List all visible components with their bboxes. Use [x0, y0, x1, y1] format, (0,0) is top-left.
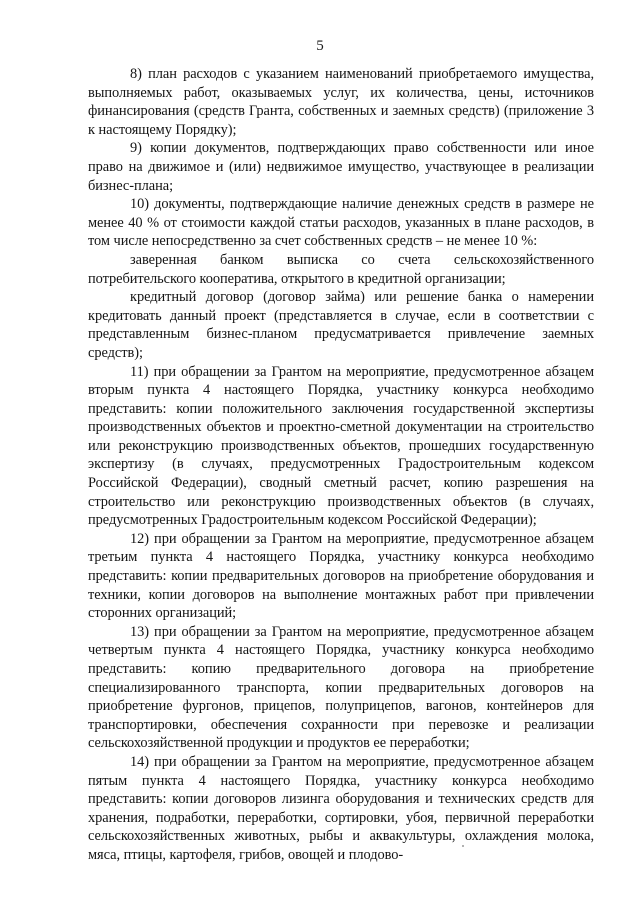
scan-speck [462, 845, 464, 847]
paragraph-item-13: 13) при обращении за Грантом на мероприятие, предусмотренное абзацем четвертым пункта 4 настоящего Порядка, участнику конкурса необходимо представить: копию предварительного договора на приобретение специализированного транспорта, копии предварительных договоров на приобретение фургонов, прицепов, полуприцепов, вагонов, контейнеров для транспортировки, обеспечения сохранности при перевозке и реализации сельскохозяйственной продукции и продуктов ее переработки; [88, 623, 594, 752]
paragraph-item-12: 12) при обращении за Грантом на мероприятие, предусмотренное абзацем третьим пункта 4 настоящего Порядка, участнику конкурса необходимо представить: копии предварительных договоров на приобретение оборудования и техники, копии договоров на выполнение монтажных работ при привлечении сторонних организаций; [88, 530, 594, 622]
paragraph-bank-statement: заверенная банком выписка со счета сельскохозяйственного потребительского кооператива, открытого в кредитной организации; [88, 251, 594, 287]
paragraph-item-14: 14) при обращении за Грантом на мероприятие, предусмотренное абзацем пятым пункта 4 настоящего Порядка, участнику конкурса необходимо представить: копии договоров лизинга оборудования и технических средств для хранения, подработки, переработки, сортировки, убоя, первичной переработки сельскохозяйственных животных, рыбы и аквакультуры, охлаждения молока, мяса, птицы, картофеля, грибов, овощей и плодово- [88, 753, 594, 863]
paragraph-credit-agreement: кредитный договор (договор займа) или решение банка о намерении кредитовать данный проект (представляется в случае, если в соответствии с представленным бизнес-планом предусматривается привлечение заемных средств); [88, 289, 594, 361]
page-number: 5 [316, 38, 324, 54]
paragraph-item-9: 9) копии документов, подтверждающих право собственности или иное право на движимое и (или) недвижимое имущество, участвующее в реализации бизнес-плана; [88, 140, 594, 194]
paragraph-item-10: 10) документы, подтверждающие наличие денежных средств в размере не менее 40 % от стоимости каждой статьи расходов, указанных в плане расходов, в том числе непосредственно за счет собственных средств – не менее 10 %: [88, 196, 594, 250]
document-body [88, 65, 594, 865]
paragraph-item-8: 8) план расходов с указанием наименований приобретаемого имущества, выполняемых работ, оказываемых услуг, их количества, цены, источников финансирования (средств Гранта, собственных и заемных средств) (приложение 3 к настоящему Порядку); [88, 66, 594, 138]
paragraph-item-11: 11) при обращении за Грантом на мероприятие, предусмотренное абзацем вторым пункта 4 настоящего Порядка, участнику конкурса необходимо представить: копии положительного заключения государственной экспертизы производственных объектов и проектно-сметной документации на строительство или реконструкцию производственных объектов, прошедших государственную экспертизу (в случаях, предусмотренных Градостроительным кодексом Российской Федерации), сводный сметный расчет, копию разрешения на строительство или реконструкцию производственных объектов (в случаях, предусмотренных Градостроительным кодексом Российской Федерации); [88, 363, 594, 529]
